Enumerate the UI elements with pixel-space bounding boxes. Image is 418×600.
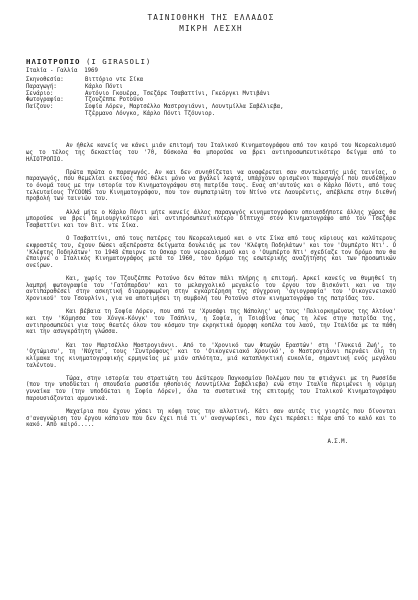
paragraph: Τώρα, στην ιστορία του στρατιώτη του Δεύτερου Παγκοσμίου Πολέμου που τα φτιάχνει με τη Ρωσσίδα (που την υποδύεται η σπουδαία ρωσσίδα ηθοποιός Λουντμίλλα Σαβέλιεβα) ενώ στην Ιταλία περιμένει η νόμιμη γυναίκα του (την υποδύεται η Σοφία Λόρεν), όλα τα συστατικά της επιτομής του Ιταλικού Κινηματογράφου παρουσιάζονται αρμονικά. bbox=[26, 375, 396, 402]
credit-label: Σενάριο: bbox=[26, 90, 54, 97]
paragraph: Αν ήθελε κανείς να κάνει μιάν επιτομή του Ιταλικού Κινηματογράφου από τον καιρό του Νεορεαλισμού ως το τέλος της δεκαετίας του '70, δύσκολα θα μπορούσε να βρει αντιπροσωπευτικότερο δείγμα από το ΗΛΙΟΤΡΟΠΙΟ. bbox=[26, 143, 396, 163]
paragraph: Πρώτα πρώτα ο παραγωγός. Αν και δεν συνηθίζεται να αναφέρεται σαν συντελεστής μιάς ταινίας, ο παραγωγός, που θεμελίαι εκείνος που θέλει μόνο να βγάλει λεφτά, υπάρχουν ορισμένοι παραγωγοί που συνδέθηκαν το όνομά τους με την ιστορία του Κινηματογράφου στη πατρίδα τους. Ενας απ'αυτούς και ο Κάρλο Πόντι, από τους τελευταίους TYCOONS του Κινηματογράφου, που τον συμπατριώτη του Ντίνο ντε Λαουρέντις, απέβλεπε στην διεθνή προβολή των ταινιών του. bbox=[26, 169, 396, 203]
credit-value: Τζουζέππε Ροτούνο bbox=[85, 97, 144, 104]
credit-row bbox=[26, 104, 396, 111]
club-name: ΜΙΚΡΗ ΛΕΣΧΗ bbox=[179, 24, 243, 33]
credit-row bbox=[26, 111, 396, 118]
film-title: ΗΛΙΟΤΡΟΠΙΟ bbox=[26, 57, 81, 66]
paragraph: Και, χωρίς τον Τζουζέππε Ροτούνο δεν θάταν πάλι πλήρης η επιτομή. Αρκεί κανείς να θυμηθεί τη λαμπρή φωτογραφία του 'Γατόπαρδου' και το μελαγχολικό μεγαλείο του έργου του Βισκόντι και να την αντιπαραθέσει στην ασκητική διαμορφωμένη στην εγκαρτέρηση της σύγχρονη 'αγιογραφία' του 'Οικογενειακού Χρονικού' του Τσουρλίνι, για να αποτιμήσει τη συμβολή του Ροτούνο στον κινηματογράφο της πατρίδας του. bbox=[26, 276, 396, 303]
credit-value: Τζέρμανο Λόνγκο, Κάρλο Πόντι Τζόυνιορ. bbox=[85, 110, 216, 117]
essay-body bbox=[26, 143, 396, 429]
archive-name: ΤΑΙΝΙΟΘΗΚΗ ΤΗΣ ΕΛΛΑΔΟΣ bbox=[147, 13, 275, 22]
credit-value: Σοφία Λόρεν, Μαρτσέλλο Μαστρογιάννι, Λουντμίλλα Σαβέλιεβα, bbox=[85, 103, 284, 110]
paragraph: Μαχαίρια που έχουν χάσει τη κόψη τους την αλλοτινή. Κάτι σαν αυτές τις γιορτές που δίνονται σ'αναγνώριση του έργου κάποιου που δεν έχει πιά τι ν' αναγνωρίσει, που έχει περάσει: πέρα από το καλό και το κακό. Από καιρό..... bbox=[26, 409, 396, 429]
film-title-line bbox=[26, 59, 396, 66]
paragraph: Ο Τσαβαττίνι, από τους πατέρες του Νεορεαλισμού και ο ντε Σίκα από τους κύριους και καλύτερους εκφραστές του, έχουν δώσει αξεπέραστα δείγματα δουλειάς με τον 'Κλέφτη Ποδηλάτων' και τον 'Ουμπέρτο Ντι'. Ο 'Κλέφτης Ποδηλάτων' το 1948 έπαιρνε το Οσκαρ του νεορεαλισμού και ο 'Ουμπέρτο Ντι' σχεδίαζε τον δρόμο που θα έπαιρνε ο Ιταλικός Κινηματογράφος μετά το 1960, τον δρόμο της εσωτερικής αναζήτησης και των προσωπικών ονείρων. bbox=[26, 236, 396, 269]
credit-label: Φωτογραφία: bbox=[26, 97, 64, 104]
credit-value: Αντόνιο Γκουέρα, Τσεζάρε Τσαβαττίνι, Γκεόργκι Μντιβάνι bbox=[85, 90, 270, 97]
credit-value: Κάρλο Πόντι bbox=[85, 83, 123, 90]
film-original-title: (I GIRASOLI) bbox=[85, 57, 152, 66]
film-country-year: Ιταλία - Γαλλία 1969 bbox=[26, 67, 98, 74]
credit-label: Παίζουν: bbox=[26, 103, 54, 110]
paragraph: Αλλά μήτε ο Κάρλο Πόντι μήτε κανείς άλλος παραγωγός κινηματογράφου οποιασδήποτε άλλης χώρας θα μπορούσε να βρει δημιουργικότερο και αντιπροσωπευτικότερο δίπτυχο στον Κινηματογράφο από τον Τσεζάρε Τσαβαττίνι και τον Βιτ. ντε Σίκα. bbox=[26, 209, 396, 229]
credit-label: Σκηνοθεσία: bbox=[26, 77, 64, 84]
credits-block bbox=[26, 77, 396, 117]
credit-row bbox=[26, 84, 396, 91]
credit-row bbox=[26, 97, 396, 104]
paragraph: Και βέβαια τη Σοφία Λόρεν, που από τα 'Χρυσάφι της Νάπολης' ως τους 'Πολιορκημένους της Αλτόνα' και την 'Κόμησσα του Χόνγκ-Κόνγκ' του Τσάπλιν, η Σοφία, η Τσιοβίνα όπως τη λένε στην πατρίδα της, αντιπροσωπεύει για τους θεατές όλου του κόσμου την εκρηκτικά όμορφη κοπέλα του λαού, την Ιταλίδα με τα πάθη και την ασυγκράτητη γλώσσα. bbox=[26, 309, 396, 336]
author-signature: Α.Σ.Μ. bbox=[327, 438, 348, 445]
credit-row bbox=[26, 91, 396, 98]
paragraph: Και τον Μαρτσέλλο Μαστρογιάννι. Από το 'Χρονικό των Φτωχών Εραστών' στη 'Γλυκειά Ζωή', το 'Οχτώμισυ', τη 'Νύχτα', τους 'Συντρόφους' και το 'Οικογενειακό Χρονικό', ο Μαστρογιάννι περνάει όλη τη κλίμακα της κινηματογραφικής ερμηνείας με μιάν απλότητα, μιά καταπληκτική ευκολία, σημαντική ενός μεγάλου ταλέντου. bbox=[26, 342, 396, 369]
credit-value: Βιττόριο ντε Σίκα bbox=[85, 77, 144, 84]
credit-label: Παραγωγή: bbox=[26, 83, 57, 90]
credit-label bbox=[26, 111, 85, 118]
credit-row bbox=[26, 77, 396, 84]
